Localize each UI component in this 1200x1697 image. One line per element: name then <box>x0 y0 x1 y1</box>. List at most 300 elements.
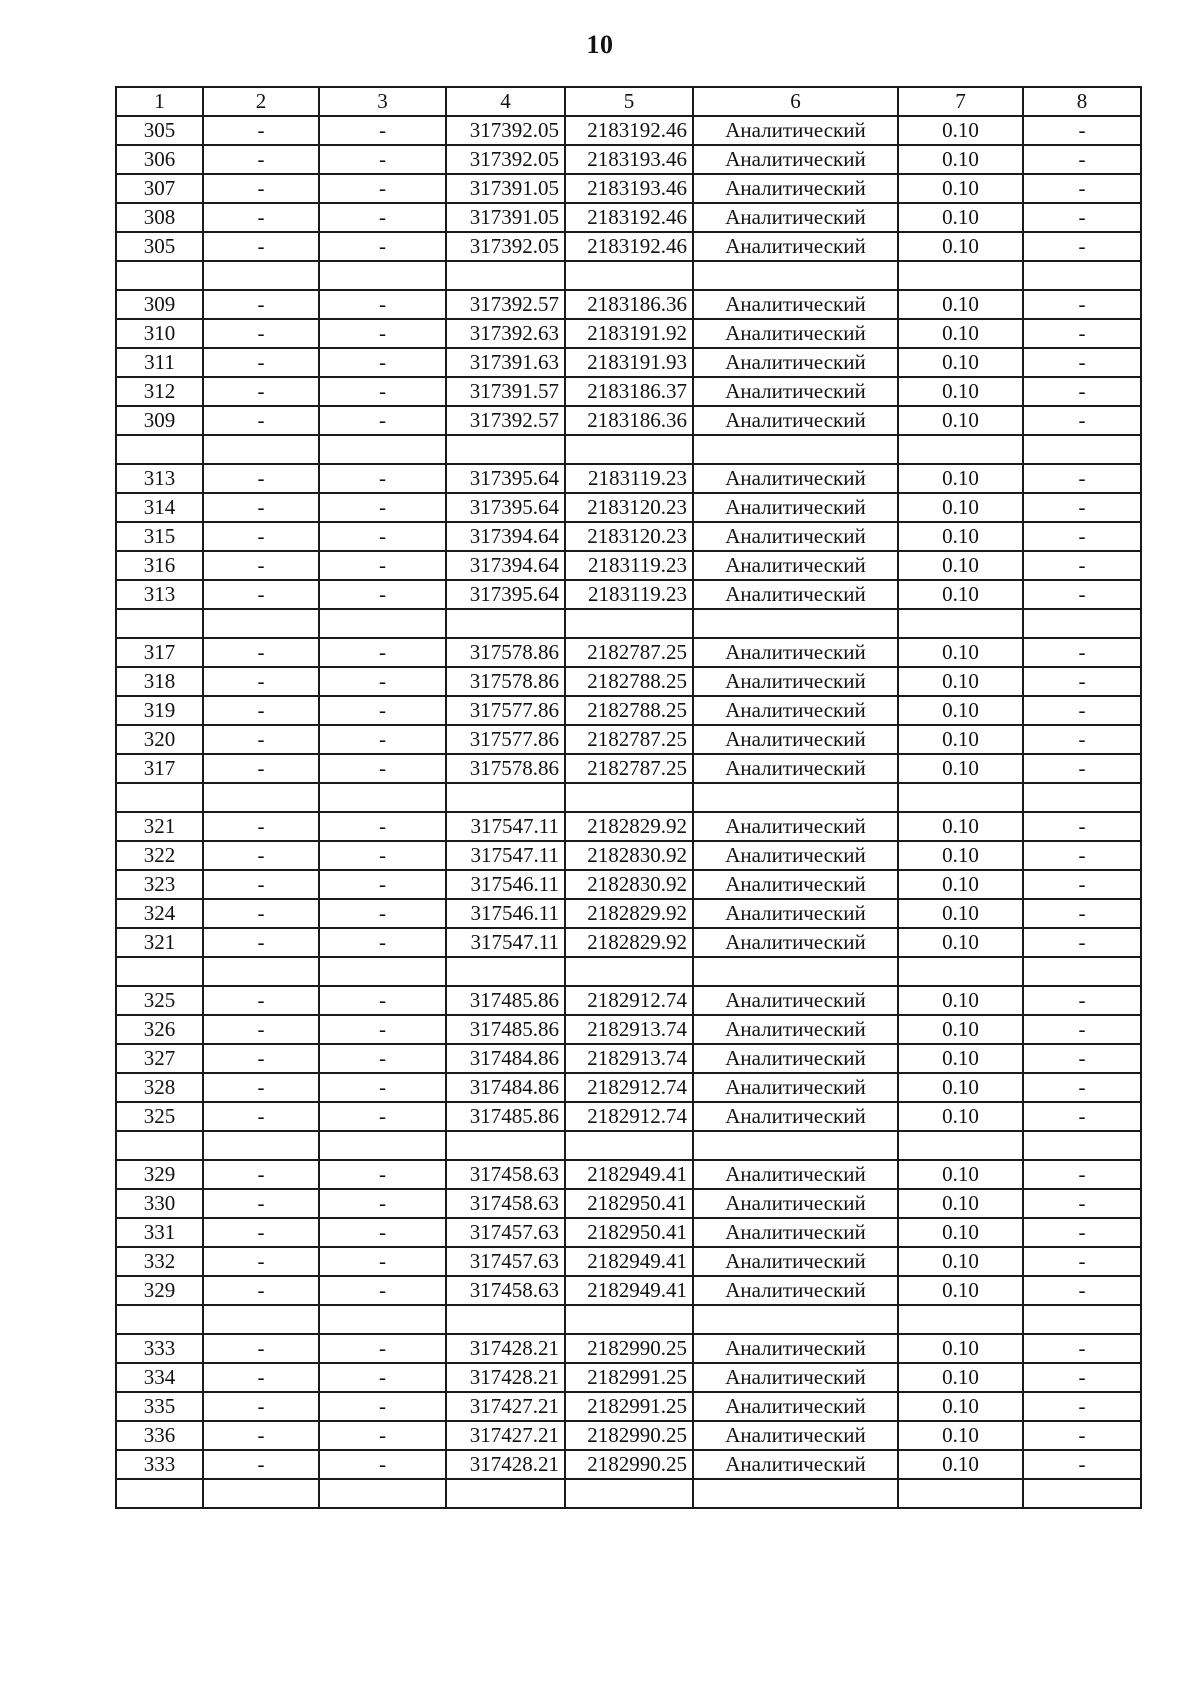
point-number-cell: 325 <box>116 1102 203 1131</box>
col2-cell: - <box>203 551 319 580</box>
col2-cell: - <box>203 928 319 957</box>
accuracy-cell: 0.10 <box>898 1276 1023 1305</box>
y-coordinate-cell <box>565 957 693 986</box>
col2-cell: - <box>203 1102 319 1131</box>
col3-cell: - <box>319 870 446 899</box>
x-coordinate-cell: 317485.86 <box>446 986 565 1015</box>
col8-cell <box>1023 1305 1141 1334</box>
method-cell: Аналитический <box>693 841 898 870</box>
col8-cell: - <box>1023 1363 1141 1392</box>
method-cell: Аналитический <box>693 1160 898 1189</box>
col3-cell: - <box>319 348 446 377</box>
col8-cell: - <box>1023 580 1141 609</box>
col2-cell: - <box>203 1218 319 1247</box>
column-header: 5 <box>565 87 693 116</box>
y-coordinate-cell: 2183119.23 <box>565 580 693 609</box>
accuracy-cell: 0.10 <box>898 1189 1023 1218</box>
y-coordinate-cell: 2183192.46 <box>565 232 693 261</box>
table-row <box>116 1160 1141 1189</box>
accuracy-cell: 0.10 <box>898 754 1023 783</box>
x-coordinate-cell: 317394.64 <box>446 522 565 551</box>
table-row-blank <box>116 783 1141 812</box>
accuracy-cell: 0.10 <box>898 1363 1023 1392</box>
y-coordinate-cell: 2182787.25 <box>565 725 693 754</box>
col2-cell: - <box>203 899 319 928</box>
method-cell: Аналитический <box>693 203 898 232</box>
col3-cell: - <box>319 551 446 580</box>
accuracy-cell: 0.10 <box>898 319 1023 348</box>
point-number-cell: 332 <box>116 1247 203 1276</box>
accuracy-cell: 0.10 <box>898 667 1023 696</box>
point-number-cell <box>116 783 203 812</box>
header-row <box>116 87 1141 116</box>
method-cell: Аналитический <box>693 1363 898 1392</box>
method-cell: Аналитический <box>693 754 898 783</box>
point-number-cell: 319 <box>116 696 203 725</box>
accuracy-cell: 0.10 <box>898 1392 1023 1421</box>
method-cell: Аналитический <box>693 986 898 1015</box>
point-number-cell: 313 <box>116 580 203 609</box>
col8-cell: - <box>1023 754 1141 783</box>
method-cell: Аналитический <box>693 1218 898 1247</box>
coordinates-table <box>115 86 1142 1509</box>
col2-cell: - <box>203 841 319 870</box>
col2-cell: - <box>203 493 319 522</box>
table-row <box>116 493 1141 522</box>
y-coordinate-cell: 2182990.25 <box>565 1334 693 1363</box>
point-number-cell: 333 <box>116 1334 203 1363</box>
col8-cell: - <box>1023 377 1141 406</box>
col8-cell: - <box>1023 1102 1141 1131</box>
x-coordinate-cell <box>446 957 565 986</box>
table-row <box>116 986 1141 1015</box>
col3-cell: - <box>319 1421 446 1450</box>
accuracy-cell: 0.10 <box>898 696 1023 725</box>
col3-cell: - <box>319 1102 446 1131</box>
accuracy-cell: 0.10 <box>898 232 1023 261</box>
col3-cell: - <box>319 696 446 725</box>
col8-cell: - <box>1023 812 1141 841</box>
accuracy-cell <box>898 783 1023 812</box>
table-row-blank <box>116 435 1141 464</box>
point-number-cell: 309 <box>116 290 203 319</box>
col8-cell: - <box>1023 1276 1141 1305</box>
col3-cell: - <box>319 1218 446 1247</box>
table-row <box>116 1450 1141 1479</box>
col3-cell: - <box>319 464 446 493</box>
col3-cell <box>319 261 446 290</box>
y-coordinate-cell: 2182991.25 <box>565 1363 693 1392</box>
col3-cell: - <box>319 377 446 406</box>
col3-cell: - <box>319 493 446 522</box>
column-header: 1 <box>116 87 203 116</box>
col2-cell: - <box>203 1160 319 1189</box>
col3-cell: - <box>319 1334 446 1363</box>
y-coordinate-cell: 2182787.25 <box>565 754 693 783</box>
x-coordinate-cell: 317395.64 <box>446 493 565 522</box>
col3-cell: - <box>319 667 446 696</box>
col2-cell: - <box>203 870 319 899</box>
table-row <box>116 319 1141 348</box>
col8-cell: - <box>1023 232 1141 261</box>
method-cell: Аналитический <box>693 1015 898 1044</box>
x-coordinate-cell: 317577.86 <box>446 696 565 725</box>
y-coordinate-cell: 2182913.74 <box>565 1044 693 1073</box>
point-number-cell: 309 <box>116 406 203 435</box>
accuracy-cell: 0.10 <box>898 377 1023 406</box>
col3-cell <box>319 609 446 638</box>
point-number-cell: 315 <box>116 522 203 551</box>
col2-cell <box>203 435 319 464</box>
point-number-cell <box>116 261 203 290</box>
x-coordinate-cell <box>446 783 565 812</box>
col8-cell: - <box>1023 203 1141 232</box>
col2-cell: - <box>203 1015 319 1044</box>
col3-cell: - <box>319 1276 446 1305</box>
y-coordinate-cell: 2182950.41 <box>565 1218 693 1247</box>
accuracy-cell: 0.10 <box>898 145 1023 174</box>
accuracy-cell: 0.10 <box>898 638 1023 667</box>
point-number-cell <box>116 1131 203 1160</box>
col3-cell: - <box>319 1015 446 1044</box>
y-coordinate-cell <box>565 1131 693 1160</box>
col8-cell: - <box>1023 1334 1141 1363</box>
column-header: 8 <box>1023 87 1141 116</box>
x-coordinate-cell <box>446 1479 565 1508</box>
method-cell: Аналитический <box>693 551 898 580</box>
method-cell: Аналитический <box>693 232 898 261</box>
table-row <box>116 1218 1141 1247</box>
method-cell: Аналитический <box>693 1334 898 1363</box>
point-number-cell: 335 <box>116 1392 203 1421</box>
accuracy-cell: 0.10 <box>898 725 1023 754</box>
y-coordinate-cell: 2182829.92 <box>565 812 693 841</box>
point-number-cell: 313 <box>116 464 203 493</box>
y-coordinate-cell <box>565 783 693 812</box>
method-cell: Аналитический <box>693 1450 898 1479</box>
point-number-cell: 327 <box>116 1044 203 1073</box>
accuracy-cell: 0.10 <box>898 1073 1023 1102</box>
y-coordinate-cell: 2182912.74 <box>565 1073 693 1102</box>
point-number-cell: 321 <box>116 928 203 957</box>
col3-cell: - <box>319 145 446 174</box>
x-coordinate-cell: 317391.05 <box>446 203 565 232</box>
method-cell: Аналитический <box>693 812 898 841</box>
y-coordinate-cell: 2182990.25 <box>565 1421 693 1450</box>
col3-cell: - <box>319 1189 446 1218</box>
y-coordinate-cell <box>565 609 693 638</box>
table-row <box>116 203 1141 232</box>
y-coordinate-cell: 2183120.23 <box>565 493 693 522</box>
accuracy-cell: 0.10 <box>898 870 1023 899</box>
y-coordinate-cell: 2183191.93 <box>565 348 693 377</box>
method-cell: Аналитический <box>693 1073 898 1102</box>
y-coordinate-cell: 2182829.92 <box>565 928 693 957</box>
point-number-cell: 310 <box>116 319 203 348</box>
point-number-cell: 324 <box>116 899 203 928</box>
x-coordinate-cell: 317484.86 <box>446 1044 565 1073</box>
col3-cell: - <box>319 116 446 145</box>
y-coordinate-cell: 2183186.36 <box>565 290 693 319</box>
col8-cell: - <box>1023 1044 1141 1073</box>
col3-cell: - <box>319 232 446 261</box>
col3-cell: - <box>319 812 446 841</box>
accuracy-cell: 0.10 <box>898 464 1023 493</box>
col3-cell: - <box>319 1247 446 1276</box>
x-coordinate-cell: 317392.05 <box>446 116 565 145</box>
x-coordinate-cell: 317578.86 <box>446 754 565 783</box>
col3-cell: - <box>319 1160 446 1189</box>
x-coordinate-cell <box>446 435 565 464</box>
col3-cell <box>319 1479 446 1508</box>
point-number-cell: 307 <box>116 174 203 203</box>
method-cell <box>693 783 898 812</box>
col3-cell: - <box>319 841 446 870</box>
table-row <box>116 145 1141 174</box>
x-coordinate-cell: 317428.21 <box>446 1363 565 1392</box>
table-row <box>116 696 1141 725</box>
col3-cell: - <box>319 406 446 435</box>
point-number-cell <box>116 1305 203 1334</box>
method-cell: Аналитический <box>693 667 898 696</box>
col8-cell: - <box>1023 638 1141 667</box>
x-coordinate-cell: 317427.21 <box>446 1392 565 1421</box>
col3-cell: - <box>319 754 446 783</box>
table-row <box>116 1276 1141 1305</box>
method-cell: Аналитический <box>693 1247 898 1276</box>
accuracy-cell: 0.10 <box>898 1421 1023 1450</box>
table-row <box>116 1334 1141 1363</box>
col2-cell: - <box>203 1392 319 1421</box>
point-number-cell: 311 <box>116 348 203 377</box>
method-cell: Аналитический <box>693 145 898 174</box>
col3-cell <box>319 435 446 464</box>
col8-cell: - <box>1023 696 1141 725</box>
column-header: 6 <box>693 87 898 116</box>
col2-cell: - <box>203 174 319 203</box>
y-coordinate-cell <box>565 1479 693 1508</box>
accuracy-cell: 0.10 <box>898 203 1023 232</box>
x-coordinate-cell <box>446 609 565 638</box>
table-row-blank <box>116 1479 1141 1508</box>
y-coordinate-cell <box>565 261 693 290</box>
point-number-cell: 306 <box>116 145 203 174</box>
y-coordinate-cell: 2182788.25 <box>565 667 693 696</box>
table-row <box>116 232 1141 261</box>
x-coordinate-cell: 317485.86 <box>446 1015 565 1044</box>
method-cell <box>693 1305 898 1334</box>
col8-cell: - <box>1023 841 1141 870</box>
method-cell: Аналитический <box>693 1102 898 1131</box>
method-cell <box>693 1131 898 1160</box>
x-coordinate-cell: 317392.05 <box>446 145 565 174</box>
accuracy-cell: 0.10 <box>898 1044 1023 1073</box>
x-coordinate-cell: 317546.11 <box>446 870 565 899</box>
col2-cell: - <box>203 348 319 377</box>
accuracy-cell: 0.10 <box>898 551 1023 580</box>
accuracy-cell: 0.10 <box>898 841 1023 870</box>
col8-cell: - <box>1023 145 1141 174</box>
table-row <box>116 899 1141 928</box>
col2-cell: - <box>203 696 319 725</box>
col3-cell: - <box>319 319 446 348</box>
col8-cell: - <box>1023 464 1141 493</box>
accuracy-cell <box>898 957 1023 986</box>
accuracy-cell <box>898 261 1023 290</box>
col8-cell: - <box>1023 1392 1141 1421</box>
y-coordinate-cell: 2183186.37 <box>565 377 693 406</box>
y-coordinate-cell: 2183119.23 <box>565 464 693 493</box>
accuracy-cell: 0.10 <box>898 1450 1023 1479</box>
table-row <box>116 348 1141 377</box>
table-body <box>116 116 1141 1508</box>
col3-cell: - <box>319 1363 446 1392</box>
y-coordinate-cell: 2183193.46 <box>565 145 693 174</box>
y-coordinate-cell: 2182991.25 <box>565 1392 693 1421</box>
y-coordinate-cell: 2182830.92 <box>565 841 693 870</box>
x-coordinate-cell <box>446 1305 565 1334</box>
col3-cell <box>319 1131 446 1160</box>
accuracy-cell: 0.10 <box>898 1218 1023 1247</box>
col8-cell: - <box>1023 1015 1141 1044</box>
method-cell: Аналитический <box>693 319 898 348</box>
col8-cell: - <box>1023 870 1141 899</box>
accuracy-cell: 0.10 <box>898 290 1023 319</box>
accuracy-cell: 0.10 <box>898 493 1023 522</box>
point-number-cell: 326 <box>116 1015 203 1044</box>
col2-cell <box>203 1479 319 1508</box>
col8-cell: - <box>1023 1450 1141 1479</box>
method-cell <box>693 957 898 986</box>
x-coordinate-cell: 317395.64 <box>446 464 565 493</box>
col8-cell <box>1023 1479 1141 1508</box>
x-coordinate-cell: 317458.63 <box>446 1189 565 1218</box>
accuracy-cell: 0.10 <box>898 1160 1023 1189</box>
method-cell: Аналитический <box>693 1189 898 1218</box>
col2-cell: - <box>203 812 319 841</box>
col8-cell: - <box>1023 319 1141 348</box>
method-cell: Аналитический <box>693 377 898 406</box>
table-row <box>116 580 1141 609</box>
col8-cell: - <box>1023 986 1141 1015</box>
accuracy-cell: 0.10 <box>898 986 1023 1015</box>
col2-cell: - <box>203 1276 319 1305</box>
col2-cell: - <box>203 464 319 493</box>
col3-cell: - <box>319 638 446 667</box>
col2-cell: - <box>203 725 319 754</box>
table-row <box>116 754 1141 783</box>
table-row <box>116 841 1141 870</box>
column-header: 3 <box>319 87 446 116</box>
col3-cell <box>319 1305 446 1334</box>
x-coordinate-cell: 317392.57 <box>446 290 565 319</box>
x-coordinate-cell: 317547.11 <box>446 928 565 957</box>
col3-cell: - <box>319 522 446 551</box>
point-number-cell <box>116 609 203 638</box>
col8-cell <box>1023 783 1141 812</box>
accuracy-cell: 0.10 <box>898 580 1023 609</box>
point-number-cell: 316 <box>116 551 203 580</box>
col2-cell: - <box>203 290 319 319</box>
col2-cell <box>203 957 319 986</box>
x-coordinate-cell: 317428.21 <box>446 1334 565 1363</box>
method-cell: Аналитический <box>693 696 898 725</box>
col2-cell: - <box>203 580 319 609</box>
col3-cell: - <box>319 1073 446 1102</box>
col8-cell <box>1023 609 1141 638</box>
point-number-cell: 320 <box>116 725 203 754</box>
x-coordinate-cell: 317457.63 <box>446 1247 565 1276</box>
col3-cell: - <box>319 1450 446 1479</box>
table-row <box>116 928 1141 957</box>
x-coordinate-cell: 317484.86 <box>446 1073 565 1102</box>
x-coordinate-cell: 317391.63 <box>446 348 565 377</box>
x-coordinate-cell: 317391.05 <box>446 174 565 203</box>
method-cell: Аналитический <box>693 290 898 319</box>
col2-cell: - <box>203 1073 319 1102</box>
col2-cell: - <box>203 203 319 232</box>
table-row-blank <box>116 261 1141 290</box>
column-header: 4 <box>446 87 565 116</box>
accuracy-cell: 0.10 <box>898 406 1023 435</box>
method-cell: Аналитический <box>693 116 898 145</box>
col3-cell: - <box>319 203 446 232</box>
point-number-cell: 318 <box>116 667 203 696</box>
table-row <box>116 377 1141 406</box>
table-row <box>116 116 1141 145</box>
col8-cell: - <box>1023 725 1141 754</box>
point-number-cell <box>116 435 203 464</box>
col3-cell: - <box>319 1392 446 1421</box>
accuracy-cell: 0.10 <box>898 348 1023 377</box>
point-number-cell: 323 <box>116 870 203 899</box>
method-cell: Аналитический <box>693 870 898 899</box>
method-cell: Аналитический <box>693 1421 898 1450</box>
table-row <box>116 1247 1141 1276</box>
col3-cell <box>319 957 446 986</box>
accuracy-cell <box>898 1305 1023 1334</box>
col2-cell: - <box>203 1334 319 1363</box>
col3-cell <box>319 783 446 812</box>
accuracy-cell <box>898 1479 1023 1508</box>
col2-cell: - <box>203 1363 319 1392</box>
col8-cell: - <box>1023 1218 1141 1247</box>
table-row-blank <box>116 957 1141 986</box>
y-coordinate-cell: 2182950.41 <box>565 1189 693 1218</box>
col8-cell: - <box>1023 1421 1141 1450</box>
y-coordinate-cell: 2183119.23 <box>565 551 693 580</box>
method-cell: Аналитический <box>693 348 898 377</box>
method-cell: Аналитический <box>693 899 898 928</box>
table-row <box>116 870 1141 899</box>
point-number-cell: 317 <box>116 754 203 783</box>
method-cell: Аналитический <box>693 580 898 609</box>
col8-cell: - <box>1023 1189 1141 1218</box>
table-row <box>116 522 1141 551</box>
col8-cell: - <box>1023 551 1141 580</box>
x-coordinate-cell: 317578.86 <box>446 638 565 667</box>
col2-cell: - <box>203 638 319 667</box>
table-row <box>116 667 1141 696</box>
accuracy-cell: 0.10 <box>898 174 1023 203</box>
col8-cell: - <box>1023 667 1141 696</box>
y-coordinate-cell: 2183193.46 <box>565 174 693 203</box>
col2-cell: - <box>203 1044 319 1073</box>
x-coordinate-cell: 317391.57 <box>446 377 565 406</box>
col2-cell: - <box>203 145 319 174</box>
method-cell: Аналитический <box>693 464 898 493</box>
col8-cell: - <box>1023 493 1141 522</box>
